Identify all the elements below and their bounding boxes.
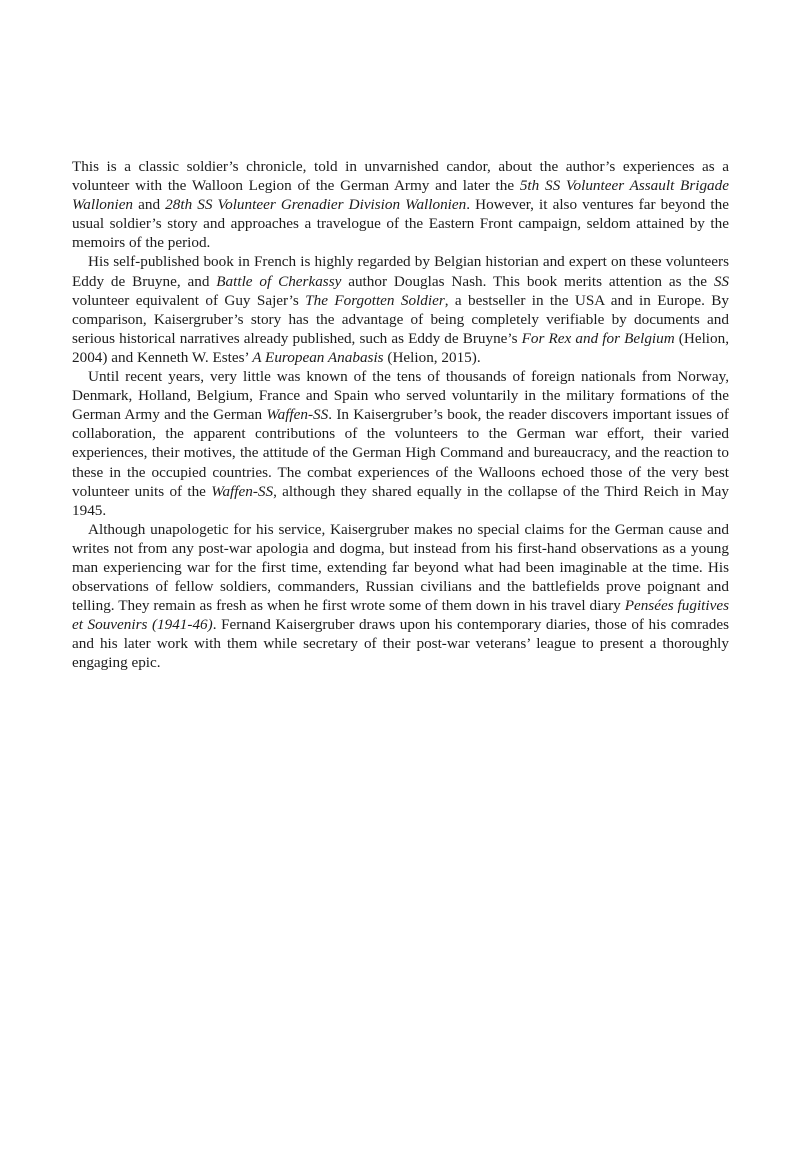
- italic-run: 28th SS Volunteer Grenadier Division Wallonien: [165, 196, 467, 214]
- italic-run: 5th SS Volunteer Assault Brigade Wallonien: [72, 177, 729, 214]
- italic-run: Waffen-SS: [211, 482, 274, 500]
- book-blurb: [72, 157, 729, 673]
- text-run: , a bestseller in the USA and in Europe. By comparison, Kaisergruber’s story has the advantage of being completely verifiable by documents and serious historical narratives already published, such as Eddy de Bruyne’s: [72, 291, 729, 347]
- paragraph-self-published: [72, 252, 729, 367]
- text-run: Although unapologetic for his service, Kaisergruber makes no special claims for the German cause and writes not from any post-war apologia and dogma, but instead from his first-hand observations as a young man experiencing war for the first time, extending far beyond what had been imaginable at the time. His observations of fellow soldiers, commanders, Russian civilians and the battlefields prove poignant and telling. They remain as fresh as when he first wrote some of them down in his travel diary: [72, 520, 729, 615]
- text-run: (Helion, 2004) and Kenneth W. Estes’: [72, 329, 729, 366]
- italic-run: Waffen-SS: [266, 406, 329, 424]
- italic-run: The Forgotten Soldier: [305, 291, 445, 309]
- text-run: This is a classic soldier’s chronicle, told in unvarnished candor, about the author’s experiences as a volunteer with the Walloon Legion of the German Army and later the: [72, 158, 729, 195]
- italic-run: For Rex and for Belgium: [521, 329, 675, 347]
- italic-run: SS: [713, 272, 729, 290]
- text-run: volunteer equivalent of Guy Sajer’s: [72, 291, 306, 309]
- text-run: , although they shared equally in the collapse of the Third Reich in May 1945.: [72, 482, 729, 519]
- italic-run: A European Anabasis: [252, 348, 384, 366]
- text-run: author Douglas Nash. This book merits attention as the: [341, 272, 714, 290]
- text-run: and: [133, 196, 166, 214]
- paragraph-recent-years: [72, 367, 729, 520]
- text-run: . In Kaisergruber’s book, the reader discovers important issues of collaboration, the apparent contributions of the volunteers to the German war effort, their varied experiences, their motives, the attitude of the German High Command and bureaucracy, and the reaction to these in the occupied countries. The combat experiences of the Walloons echoed those of the very best volunteer units of the: [72, 406, 729, 500]
- text-run: . Fernand Kaisergruber draws upon his contemporary diaries, those of his comrades and his later work with them while secretary of their post-war veterans’ league to present a thoroughly engaging epic.: [72, 616, 730, 672]
- paragraph-intro: [72, 157, 729, 252]
- text-run: . However, it also ventures far beyond the usual soldier’s story and approaches a travelogue of the Eastern Front campaign, seldom attained by the memoirs of the period.: [72, 196, 729, 252]
- text-run: (Helion, 2015).: [383, 348, 481, 366]
- italic-run: Battle of Cherkassy: [216, 272, 342, 290]
- paragraph-unapologetic: [72, 520, 729, 673]
- italic-run: Pensées fugitives et Souvenirs (1941-46): [72, 597, 729, 634]
- text-run: His self-published book in French is highly regarded by Belgian historian and expert on these volunteers Eddy de Bruyne, and: [72, 253, 729, 290]
- text-run: Until recent years, very little was known of the tens of thousands of foreign nationals from Norway, Denmark, Holland, Belgium, France and Spain who served voluntarily in the military formations of the German Army and the German: [72, 368, 729, 424]
